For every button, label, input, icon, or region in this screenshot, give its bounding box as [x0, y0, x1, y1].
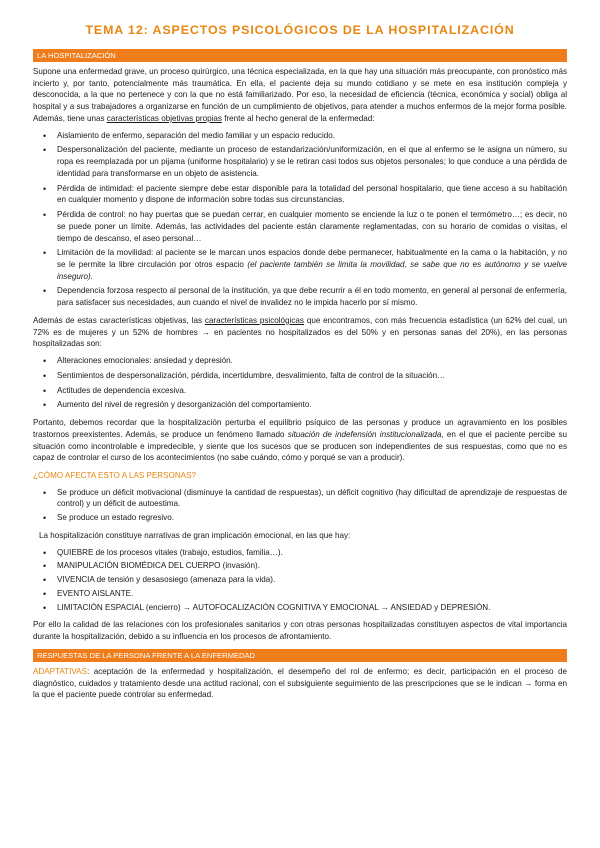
adaptive-text: : aceptación de la enfermedad y hospitalización, el desempeño del rol de enfermo; es decir, participación en el proceso de diagnóstico, cuidados y tratamiento desde una actitud racional, con el subsiguiente seguimiento de las prescripciones que se le indican → forma en la que el paciente puede controlar su enfermedad. [33, 666, 567, 700]
list-item: • Se produce un estado regresivo. [33, 512, 567, 524]
institutional-helplessness-term: situación de indefensión institucionalizada [287, 429, 442, 439]
document-title: TEMA 12: ASPECTOS PSICOLÓGICOS DE LA HOSPITALIZACIÓN [85, 23, 515, 37]
subheading-how-it-affects: ¿CÓMO AFECTA ESTO A LAS PERSONAS? [33, 471, 196, 481]
intro-text: Supone una enfermedad grave, un proceso quirúrgico, una técnica especializada, en la que hay una situación más preocupante, con pronóstico más incierto y, por tanto, potencialmente más traumática. En ella, el paciente deja su mundo cotidiano y se mete en esa institución compleja y desconocida, a la que no pertenece y con la que no está familiarizado. Por eso, la necesidad de eficiencia (técnica, económica y social) obliga al hospital y a sus trabajadores a organizarse en función de un cumplimiento de objetivos, para atender a muchos enfermos de la mejor forma posible. Además, tiene unas [33, 66, 567, 123]
list-item: • Alteraciones emocionales: ansiedad y depresión. [33, 355, 567, 367]
list-item: • VIVENCIA de tensión y desasosiego (amenaza para la vida). [33, 574, 567, 586]
psychological-characteristics-link: características psicológicas [204, 315, 304, 325]
section-heading-hospitalizacion: LA HOSPITALIZACIÓN [33, 49, 567, 62]
section-heading-respuestas: RESPUESTAS DE LA PERSONA FRENTE A LA ENFERMEDAD [33, 649, 567, 662]
list-item: • Aislamiento de enfermo, separación del medio familiar y un espacio reducido. [33, 130, 567, 142]
intro-paragraph [33, 66, 567, 125]
objective-characteristics-link: características objetivas propias [106, 113, 222, 123]
list-item: • MANIPULACIÓN BIOMÉDICA DEL CUERPO (invasión). [33, 560, 567, 572]
psychological-characteristics-list [33, 355, 567, 411]
narratives-list [33, 547, 567, 614]
list-item [33, 247, 567, 282]
list-item: • Aumento del nivel de regresión y desorganización del comportamiento. [33, 399, 567, 411]
intro-text-end: frente al hecho general de la enfermedad: [221, 113, 375, 123]
closing-paragraph: Por ello la calidad de las relaciones con los profesionales sanitarios y con otras personas hospitalizadas constituyen aspectos de vital importancia durante la hospitalización, debido a su influencia en los procesos de afrontamiento. [33, 620, 567, 642]
conclusion-text: Portanto, debemos recordar que la hospitalización perturba el equilibrio psíquico de las personas y produce un agravamiento en los posibles trastornos preexistentes. Además, se produce un fenómeno llamado [33, 418, 567, 439]
mobility-note: (el paciente también se limita la movilidad, se sabe que no es autónomo y se vuelve inseguro). [57, 260, 568, 281]
list-item: • Despersonalización del paciente, mediante un proceso de estandarización/uniformización, en el que al enfermo se le asigna un número, su ropa es reemplazada por un pijama (uniforme hospitalario) y se le retiran casi todos sus objetos personales; lo que conduce a una pérdida de identidad para transformarse en un objeto de asistencia. [33, 144, 567, 179]
list-item: • QUIEBRE de los procesos vitales (trabajo, estudios, familia…). [33, 547, 567, 559]
adaptive-paragraph [33, 666, 567, 701]
objective-characteristics-list [33, 130, 567, 309]
narratives-intro: La hospitalización constituye narrativas de gran implicación emocional, en las que hay: [39, 530, 351, 540]
psychological-paragraph [33, 315, 567, 350]
list-item: • Dependencia forzosa respecto al personal de la institución, ya que debe recurrir a él en todo momento, en general al personal de enfermería, para satisfacer sus necesidades, aun cuando el nivel de invalidez no le impida hacerlo por sí mismo. [33, 285, 567, 308]
list-item: • Sentimientos de despersonalización, pérdida, incertidumbre, desvalimiento, falta de control de la situación… [33, 370, 567, 382]
list-item: • EVENTO AISLANTE. [33, 588, 567, 600]
mobility-text: Limitación de la movilidad: al paciente se le marcan unos espacios donde debe permanecer, habitualmente en la cama o la habitación, y no se le permite la libre circulación por otros espacio [57, 248, 567, 269]
psych-text-end: que encontramos, con más frecuencia estadística (un 62% del cual, un 72% es de mujeres y un 52% de hombres → en pacientes no hospitalizados es del 50% y en personas sanas del 20%), en las personas hospitalizadas son: [33, 315, 568, 349]
list-item: • Pérdida de control: no hay puertas que se puedan cerrar, en cualquier momento se enciende la luz o te ponen el termómetro…; es decir, no se puede poner un límite. Además, las actividades del paciente están claramente reglamentadas, con su horario de comidas o visitas, el tiempo de descanso, el aseo personal… [33, 209, 567, 244]
list-item: • Actitudes de dependencia excesiva. [33, 385, 567, 397]
list-item: • Se produce un déficit motivacional (disminuye la cantidad de respuestas), un déficit cognitivo (hay dificultad de aprendizaje de respuestas de control) y un déficit de autoestima. [33, 487, 567, 510]
psych-text: Además de estas características objetivas, las [33, 315, 205, 325]
list-item: • Pérdida de intimidad: el paciente siempre debe estar disponible para la totalidad del personal hospitalario, que tiene acceso a su habitación en cualquier momento y dispone de información sobre todas sus circunstancias. [33, 183, 567, 206]
adaptive-label: ADAPTATIVAS [33, 666, 87, 676]
conclusion-text-end: , en el que el paciente percibe su situación como incontrolable e impredecible, y siente que los sucesos que se producen son independientes de sus respuestas, como que no es capaz de controlar el curso de los acontecimientos (no sabe cuándo, cómo y porqué se van a producir). [33, 429, 567, 463]
conclusion-paragraph [33, 417, 567, 464]
effects-list [33, 487, 567, 524]
list-item: • LIMITACIÓN ESPACIAL (encierro) → AUTOFOCALIZACIÓN COGNITIVA Y EMOCIONAL → ANSIEDAD y DEPRESIÓN. [33, 602, 567, 614]
